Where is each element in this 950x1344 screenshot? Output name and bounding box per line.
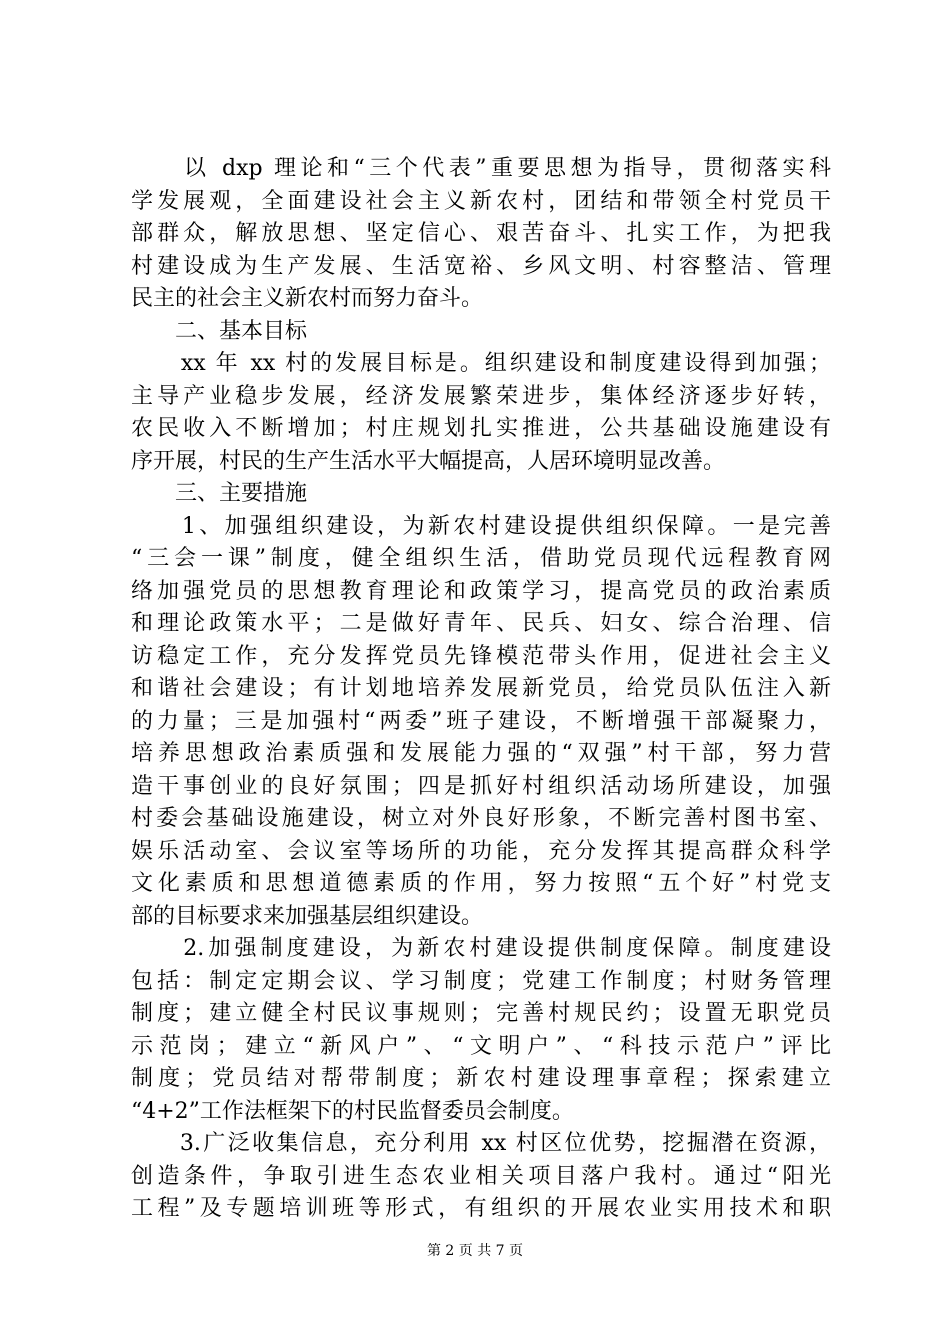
text-line: 序开展，村民的生产生活水平大幅提高，人居环境明显改善。 xyxy=(131,448,726,474)
text-line: 访稳定工作，充分发挥党员先锋模范带头作用，促进社会主义 xyxy=(131,643,831,669)
text-line: 造干事创业的良好氛围；四是抓好村组织活动场所建设，加强 xyxy=(131,773,831,799)
text-line: “三会一课”制度，健全组织生活，借助党员现代远程教育网 xyxy=(131,546,831,571)
page-footer: 第 2 页 共 7 页 xyxy=(426,1243,524,1259)
text-line: 文化素质和思想道德素质的作用，努力按照“五个好”村党支 xyxy=(131,871,831,896)
text-line: 3.广泛收集信息，充分利用 xx 村区位优势，挖掘潜在资源， xyxy=(131,1131,831,1156)
text-line: 二、基本目标 xyxy=(131,318,308,344)
text-line: 的力量；三是加强村“两委”班子建设，不断增强干部凝聚力， xyxy=(131,708,831,734)
text-line: 主导产业稳步发展，经济发展繁荣进步，集体经济逐步好转， xyxy=(131,383,831,409)
text-line: 创造条件，争取引进生态农业相关项目落户我村。通过“阳光 xyxy=(131,1163,831,1189)
text-line: “4+2”工作法框架下的村民监督委员会制度。 xyxy=(131,1098,574,1124)
text-line: 娱乐活动室、会议室等场所的功能，充分发挥其提高群众科学 xyxy=(131,838,831,864)
text-line: 培养思想政治素质强和发展能力强的“双强”村干部，努力营 xyxy=(131,741,831,766)
text-line: 以 dxp 理论和“三个代表”重要思想为指导，贯彻落实科 xyxy=(131,156,831,181)
text-line: xx 年 xx 村的发展目标是。组织建设和制度建设得到加强； xyxy=(131,351,831,376)
text-line: 学发展观，全面建设社会主义新农村，团结和带领全村党员干 xyxy=(131,188,831,214)
text-line: 工程”及专题培训班等形式，有组织的开展农业实用技术和职 xyxy=(131,1196,831,1221)
text-line: 示范岗；建立“新风户”、“文明户”、“科技示范户”评比 xyxy=(131,1033,831,1059)
text-line: 部的目标要求来加强基层组织建设。 xyxy=(131,903,484,929)
text-line: 村建设成为生产发展、生活宽裕、乡风文明、村容整洁、管理 xyxy=(131,253,831,279)
document-body xyxy=(131,153,831,1226)
text-line: 制度；党员结对帮带制度；新农村建设理事章程；探索建立 xyxy=(131,1066,831,1091)
text-line: 农民收入不断增加；村庄规划扎实推进，公共基础设施建设有 xyxy=(131,416,831,441)
text-line: 2.加强制度建设，为新农村建设提供制度保障。制度建设 xyxy=(131,936,831,961)
text-line: 村委会基础设施建设，树立对外良好形象，不断完善村图书室、 xyxy=(131,806,831,831)
text-line: 民主的社会主义新农村而努力奋斗。 xyxy=(131,286,484,311)
text-line: 三、主要措施 xyxy=(131,481,308,506)
text-line: 和谐社会建设；有计划地培养发展新党员，给党员队伍注入新 xyxy=(131,676,831,701)
text-line: 络加强党员的思想教育理论和政策学习，提高党员的政治素质 xyxy=(131,578,831,604)
text-line: 包括：制定定期会议、学习制度；党建工作制度；村财务管理 xyxy=(131,968,831,994)
text-line: 1、加强组织建设，为新农村建设提供组织保障。一是完善 xyxy=(131,513,831,539)
text-line: 部群众，解放思想、坚定信心、艰苦奋斗、扎实工作，为把我 xyxy=(131,221,831,246)
text-line: 和理论政策水平；二是做好青年、民兵、妇女、综合治理、信 xyxy=(131,611,831,636)
text-line: 制度；建立健全村民议事规则；完善村规民约；设置无职党员 xyxy=(131,1001,831,1026)
